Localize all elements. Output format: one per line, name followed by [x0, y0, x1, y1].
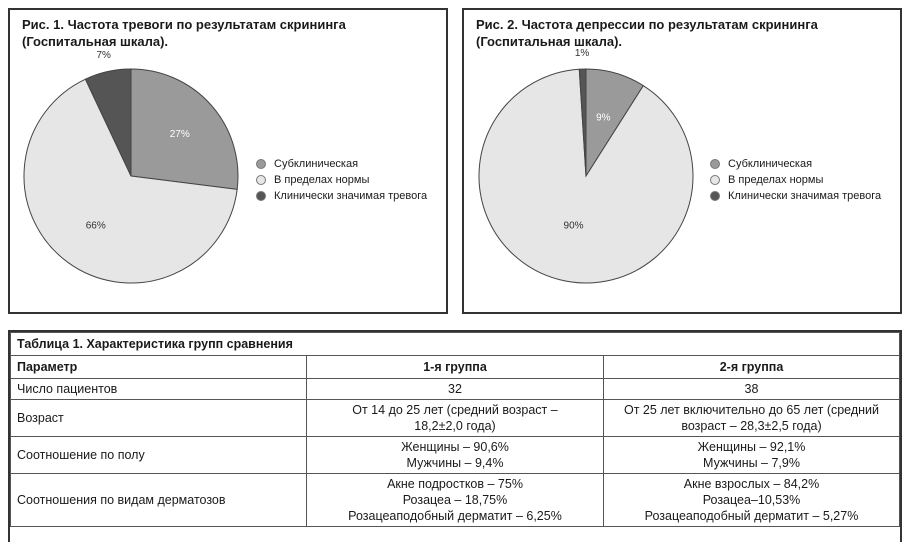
cell-line: 38 — [744, 382, 759, 396]
figure-1-title: Рис. 1. Частота тревоги по результатам скрининга (Госпитальная шкала). — [22, 17, 346, 49]
group-1-cell — [307, 437, 604, 474]
pie-label-2: 1% — [574, 48, 590, 60]
pie-label-1: 90% — [563, 220, 584, 232]
cell-line: Розацеа – 18,75% — [402, 493, 508, 507]
legend-marker — [710, 191, 720, 201]
comparison-table — [8, 330, 902, 542]
cell-line: Мужчины – 7,9% — [703, 456, 800, 470]
cell-line: Розацеаподобный дерматит – 5,27% — [644, 509, 859, 523]
cell-line: Женщины – 92,1% — [697, 440, 806, 454]
legend-marker — [710, 159, 720, 169]
legend-label: Субклиническая — [274, 158, 359, 170]
param-cell: Возраст — [11, 400, 307, 437]
group-1-cell — [307, 400, 604, 437]
legend-label: В пределах нормы — [728, 174, 824, 186]
group-1-cell — [307, 379, 604, 400]
legend-label: Клинически значимая тревога — [728, 190, 882, 202]
pie-label-2: 7% — [96, 50, 111, 62]
table-caption: Таблица 1. Характеристика групп сравнения — [11, 333, 900, 356]
legend-item — [256, 172, 427, 188]
legend-item — [710, 156, 881, 172]
legend-label: Субклиническая — [728, 158, 813, 170]
cell-line: возраст – 28,3±2,5 года) — [681, 419, 822, 433]
group-2-cell — [604, 474, 900, 527]
cell-line: Акне взрослых – 84,2% — [683, 477, 820, 491]
table-header-row — [11, 356, 900, 379]
cell-line: Акне подростков – 75% — [387, 477, 523, 491]
legend-marker — [256, 159, 266, 169]
header-group-1: 1-я группа — [307, 356, 604, 379]
group-2-cell — [604, 437, 900, 474]
figure-1 — [8, 8, 448, 314]
cell-line: 32 — [448, 382, 462, 396]
header-parameter: Параметр — [11, 356, 307, 379]
legend-marker — [256, 191, 266, 201]
param-cell: Соотношения по видам дерматозов — [11, 474, 307, 527]
figure-2 — [462, 8, 902, 314]
table-row — [11, 379, 900, 400]
legend-label: В пределах нормы — [274, 174, 370, 186]
figure-1-legend — [256, 156, 427, 204]
legend-marker — [710, 175, 720, 185]
group-2-cell — [604, 400, 900, 437]
cell-line: 18,2±2,0 года) — [414, 419, 496, 433]
group-1-cell — [307, 474, 604, 527]
table-row — [11, 437, 900, 474]
figure-2-legend — [710, 156, 881, 204]
legend-item — [256, 156, 427, 172]
cell-line: Розацеаподобный дерматит – 6,25% — [348, 509, 562, 523]
cell-line: Розацеа–10,53% — [702, 493, 801, 507]
legend-item — [710, 172, 881, 188]
cell-line: Женщины – 90,6% — [401, 440, 509, 454]
param-cell: Число пациентов — [11, 379, 307, 400]
table-row — [11, 400, 900, 437]
legend-label: Клинически значимая тревога — [274, 190, 428, 202]
table-row — [11, 474, 900, 527]
header-group-2: 2-я группа — [604, 356, 900, 379]
legend-marker — [256, 175, 266, 185]
legend-item — [710, 188, 881, 204]
pie-label-0: 9% — [596, 112, 611, 124]
param-cell: Соотношение по полу — [11, 437, 307, 474]
pie-label-0: 27% — [169, 129, 190, 141]
figure-2-title: Рис. 2. Частота депрессии по результатам скрининга (Госпитальная шкала). — [476, 17, 818, 49]
legend-item — [256, 188, 427, 204]
cell-line: От 14 до 25 лет (средний возраст – — [352, 403, 558, 417]
group-2-cell — [604, 379, 900, 400]
cell-line: Мужчины – 9,4% — [406, 456, 504, 470]
pie-label-1: 66% — [85, 220, 106, 232]
cell-line: От 25 лет включительно до 65 лет (средний — [623, 403, 880, 417]
